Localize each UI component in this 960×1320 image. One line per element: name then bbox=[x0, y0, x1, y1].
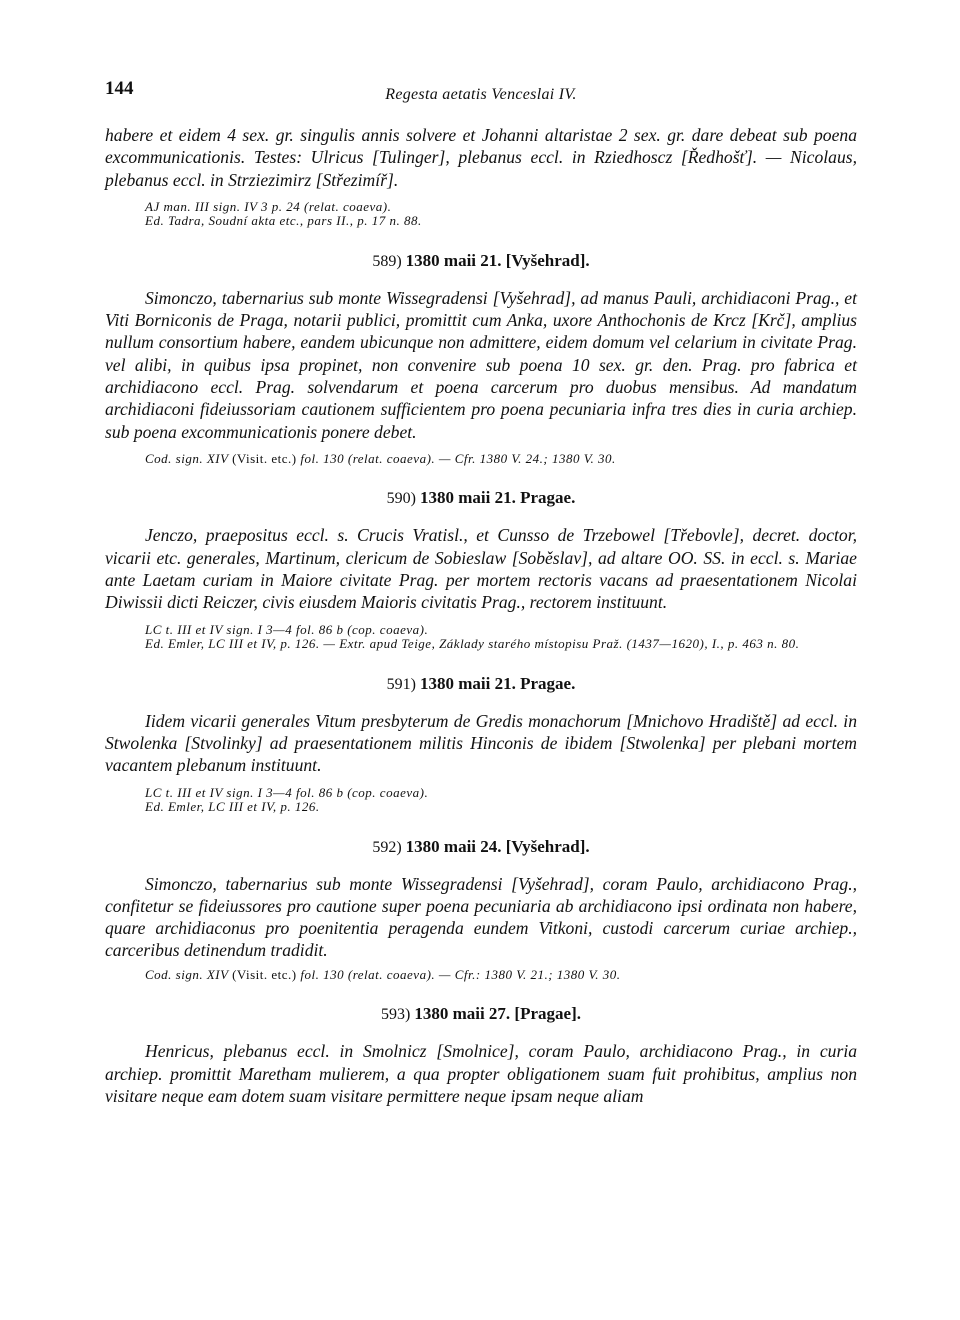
entry-date: 1380 maii 24. [Vyšehrad]. bbox=[405, 836, 590, 856]
entry-number: 589) bbox=[372, 252, 402, 270]
entry-number: 592) bbox=[372, 838, 402, 856]
running-title: Regesta aetatis Venceslai IV. bbox=[385, 86, 577, 103]
entry-date: 1380 maii 21. Pragae. bbox=[419, 673, 576, 693]
source-part: (Visit. etc.) bbox=[232, 450, 297, 466]
page-header bbox=[105, 78, 857, 106]
entry-number: 590) bbox=[386, 490, 416, 508]
entry-text: Iidem vicarii generales Vitum presbyterum de Gredis monachorum [Mnichovo Hradiště] ad eccl. in Stwolenka [Stvolinky] ad praesentationem militis Hinconis de ibidem [Stwolenka] per plebani mortem vacantem plebanum instituunt. bbox=[105, 710, 857, 776]
source-part: fol. 130 (relat. coaeva). — Cfr.: 1380 V. 21.; 1380 V. 30. bbox=[300, 966, 621, 982]
page-number: 144 bbox=[105, 78, 134, 99]
entry-heading bbox=[105, 1004, 857, 1024]
continuation-paragraph: habere et eidem 4 sex. gr. singulis annis solvere et Johanni altaristae 2 sex. gr. dare debeat sub poena excommunicationis. Testes: Ulricus [Tulinger], plebanus eccl. in Rziedhoscz [Ředhošť]. — Nicolaus, plebanus eccl. in Strziezimirz [Střezimíř]. bbox=[105, 125, 857, 190]
entry-date: 1380 maii 21. Pragae. bbox=[419, 488, 576, 508]
source-part: Cod. sign. XIV bbox=[145, 450, 229, 466]
entry-number: 593) bbox=[381, 1006, 411, 1024]
source-note: LC t. III et IV sign. I 3—4 fol. 86 b (cop. coaeva). bbox=[145, 621, 429, 637]
source-part: fol. 130 (relat. coaeva). — Cfr. 1380 V. 24.; 1380 V. 30. bbox=[300, 450, 616, 466]
entry-date: 1380 maii 21. [Vyšehrad]. bbox=[405, 250, 590, 270]
entry-number: 591) bbox=[386, 675, 416, 693]
edition-note: Ed. Emler, LC III et IV, p. 126. — Extr. apud Teige, Základy starého místopisu Praž. (1437—1620), I., p. 463 n. 80. bbox=[145, 636, 800, 652]
entry-text: Simonczo, tabernarius sub monte Wissegradensi [Vyšehrad], coram Paulo, archidiacono Prag., confitetur se fideiussores pro cautione super poena pecuniaria ab archidiacono ipsi ordinata non habere, quare archidiaconus pro poenitentia peragenda eundem Vitkoni, custodi carcerum curiae archiep., carceribus detinendum tradidit. bbox=[105, 873, 857, 961]
edition-note: Ed. Tadra, Soudní akta etc., pars II., p. 17 n. 88. bbox=[145, 213, 422, 229]
entry-text: Henricus, plebanus eccl. in Smolnicz [Smolnice], coram Paulo, archidiacono Prag., in curia archiep. promittit Maretham mulierem, a qua propter obligationem suam fuit prohibitus, amplius non visitare neque eam dotem suam visitare permittere neque ipsam neque aliam bbox=[105, 1041, 857, 1106]
source-part: (Visit. etc.) bbox=[232, 966, 297, 982]
entry-heading bbox=[105, 488, 857, 508]
entry-heading bbox=[105, 674, 857, 694]
source-part: Cod. sign. XIV bbox=[145, 966, 229, 982]
entry-date: 1380 maii 27. [Pragae]. bbox=[414, 1004, 581, 1024]
source-note: LC t. III et IV sign. I 3—4 fol. 86 b (cop. coaeva). bbox=[145, 784, 429, 800]
edition-note: Ed. Emler, LC III et IV, p. 126. bbox=[145, 799, 320, 815]
entry-heading bbox=[105, 837, 857, 857]
entry-text: Jenczo, praepositus eccl. s. Crucis Vratisl., et Cunsso de Trzebowel [Třebovle], decret. doctor, vicarii etc. generales, Martinum, clericum de Sobieslaw [Soběslav], ad altare OO. SS. in eccl. s. Mariae ante Laetam curiam in Maiore civitate Prag. per mortem rectoris vacans ad praesentationem Nicolai Diwissii dicti Reiczer, civis eiusdem Maioris civitatis Prag., rectorem instituunt. bbox=[105, 525, 857, 613]
source-note: AJ man. III sign. IV 3 p. 24 (relat. coaeva). bbox=[145, 198, 392, 214]
page-body bbox=[105, 124, 857, 1107]
entry-text: Simonczo, tabernarius sub monte Wissegradensi [Vyšehrad], ad manus Pauli, archidiaconi Prag., et Viti Borniconis de Praga, notarii publici, promittit cum Anka, uxore Anthochonis de Krcz [Krč], amplius nullum consortium habere, eandem ubicunque non admittere, eidem domum vel celarium in civitate Prag. vel alibi, in quibus ipsa propinet, non convenire sub poena 10 sex. gr. den. Prag. pro fabrica et archidiacono eccl. Prag. solvendarum et poena carcerum pro duobus mensibus. Ad mandatum archidiaconi fideiussoriam cautionem sufficientem pro poena pecuniaria infra tres dies in curia archiep. sub poena excommunicationis ponere debet. bbox=[105, 287, 857, 442]
source-note bbox=[145, 452, 857, 467]
entry-heading bbox=[105, 251, 857, 271]
source-note bbox=[145, 968, 857, 983]
